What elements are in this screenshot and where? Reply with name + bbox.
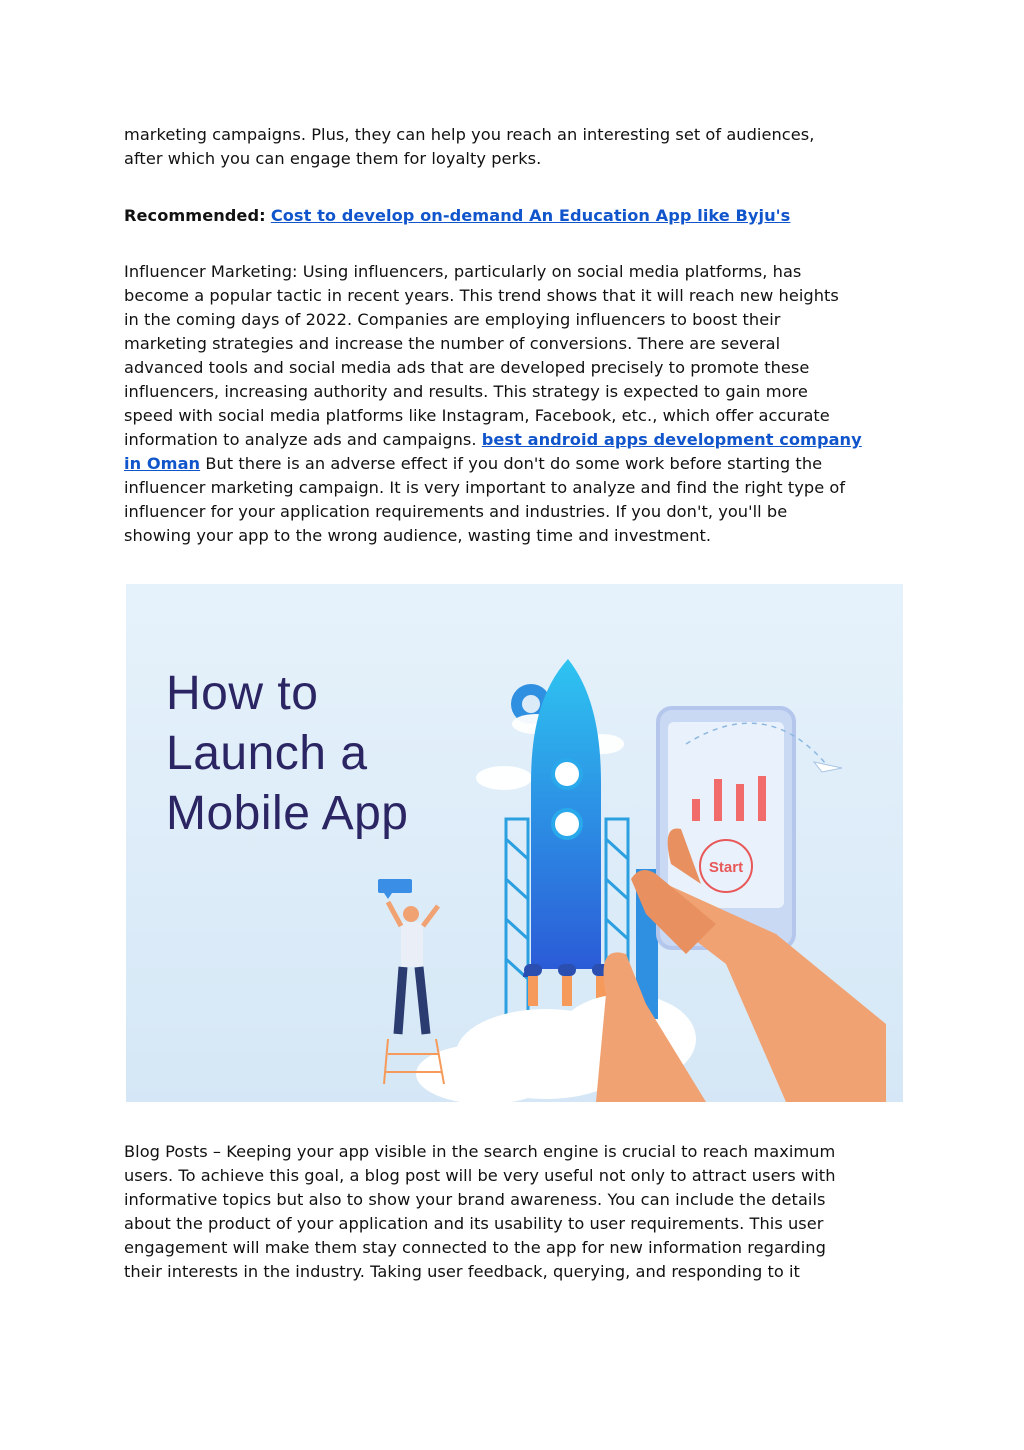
start-button-label: Start — [708, 859, 744, 876]
hero-illustration — [126, 584, 903, 1102]
recommended-link[interactable]: Cost to develop on-demand An Education App like Byju's — [270, 206, 791, 225]
paragraph-blog-posts — [124, 1140, 914, 1284]
text-line: advanced tools and social media ads that are developed precisely to promote these — [124, 358, 810, 377]
text-line: about the product of your application and its usability to user requirements. This user — [124, 1214, 824, 1233]
text-line: marketing strategies and increase the number of conversions. There are several — [124, 334, 781, 353]
text-line: influencer for your application requirements and industries. If you don't, you'll be — [124, 502, 788, 521]
paragraph-influencer-marketing — [124, 260, 914, 548]
text-line: in the coming days of 2022. Companies are employing influencers to boost their — [124, 310, 781, 329]
text-line: after which you can engage them for loyalty perks. — [124, 149, 542, 168]
text-line: become a popular tactic in recent years. This trend shows that it will reach new heights — [124, 286, 839, 305]
android-apps-link[interactable]: best android apps development company — [481, 430, 862, 449]
recommended-line — [124, 204, 914, 228]
hero-title-line: How to — [166, 667, 319, 720]
hero-title — [166, 664, 409, 844]
text-line: engagement will make them stay connected to the app for new information regarding — [124, 1238, 826, 1257]
hero-title-line: Mobile App — [166, 787, 409, 840]
android-apps-link-continued[interactable]: in Oman — [124, 454, 201, 473]
text-fragment: information to analyze ads and campaigns. — [124, 430, 482, 449]
hero-title-line: Launch a — [166, 727, 368, 780]
text-line: informative topics but also to show your brand awareness. You can include the details — [124, 1190, 826, 1209]
speech-bubble-icon — [378, 879, 412, 893]
text-line: Influencer Marketing: Using influencers, particularly on social media platforms, has — [124, 262, 802, 281]
text-line: their interests in the industry. Taking user feedback, querying, and responding to it — [124, 1262, 800, 1281]
text-line: influencers, increasing authority and results. This strategy is expected to gain more — [124, 382, 808, 401]
paragraph-intro — [124, 123, 914, 171]
text-line: users. To achieve this goal, a blog post will be very useful not only to attract users with — [124, 1166, 836, 1185]
text-fragment: But there is an adverse effect if you don't do some work before starting the — [200, 454, 823, 473]
text-line: showing your app to the wrong audience, wasting time and investment. — [124, 526, 712, 545]
recommended-label: Recommended: — [124, 206, 266, 225]
text-line: speed with social media platforms like Instagram, Facebook, etc., which offer accurate — [124, 406, 830, 425]
text-line: Blog Posts – Keeping your app visible in the search engine is crucial to reach maximum — [124, 1142, 836, 1161]
text-line: influencer marketing campaign. It is very important to analyze and find the right type of — [124, 478, 846, 497]
text-line: marketing campaigns. Plus, they can help you reach an interesting set of audiences, — [124, 125, 815, 144]
